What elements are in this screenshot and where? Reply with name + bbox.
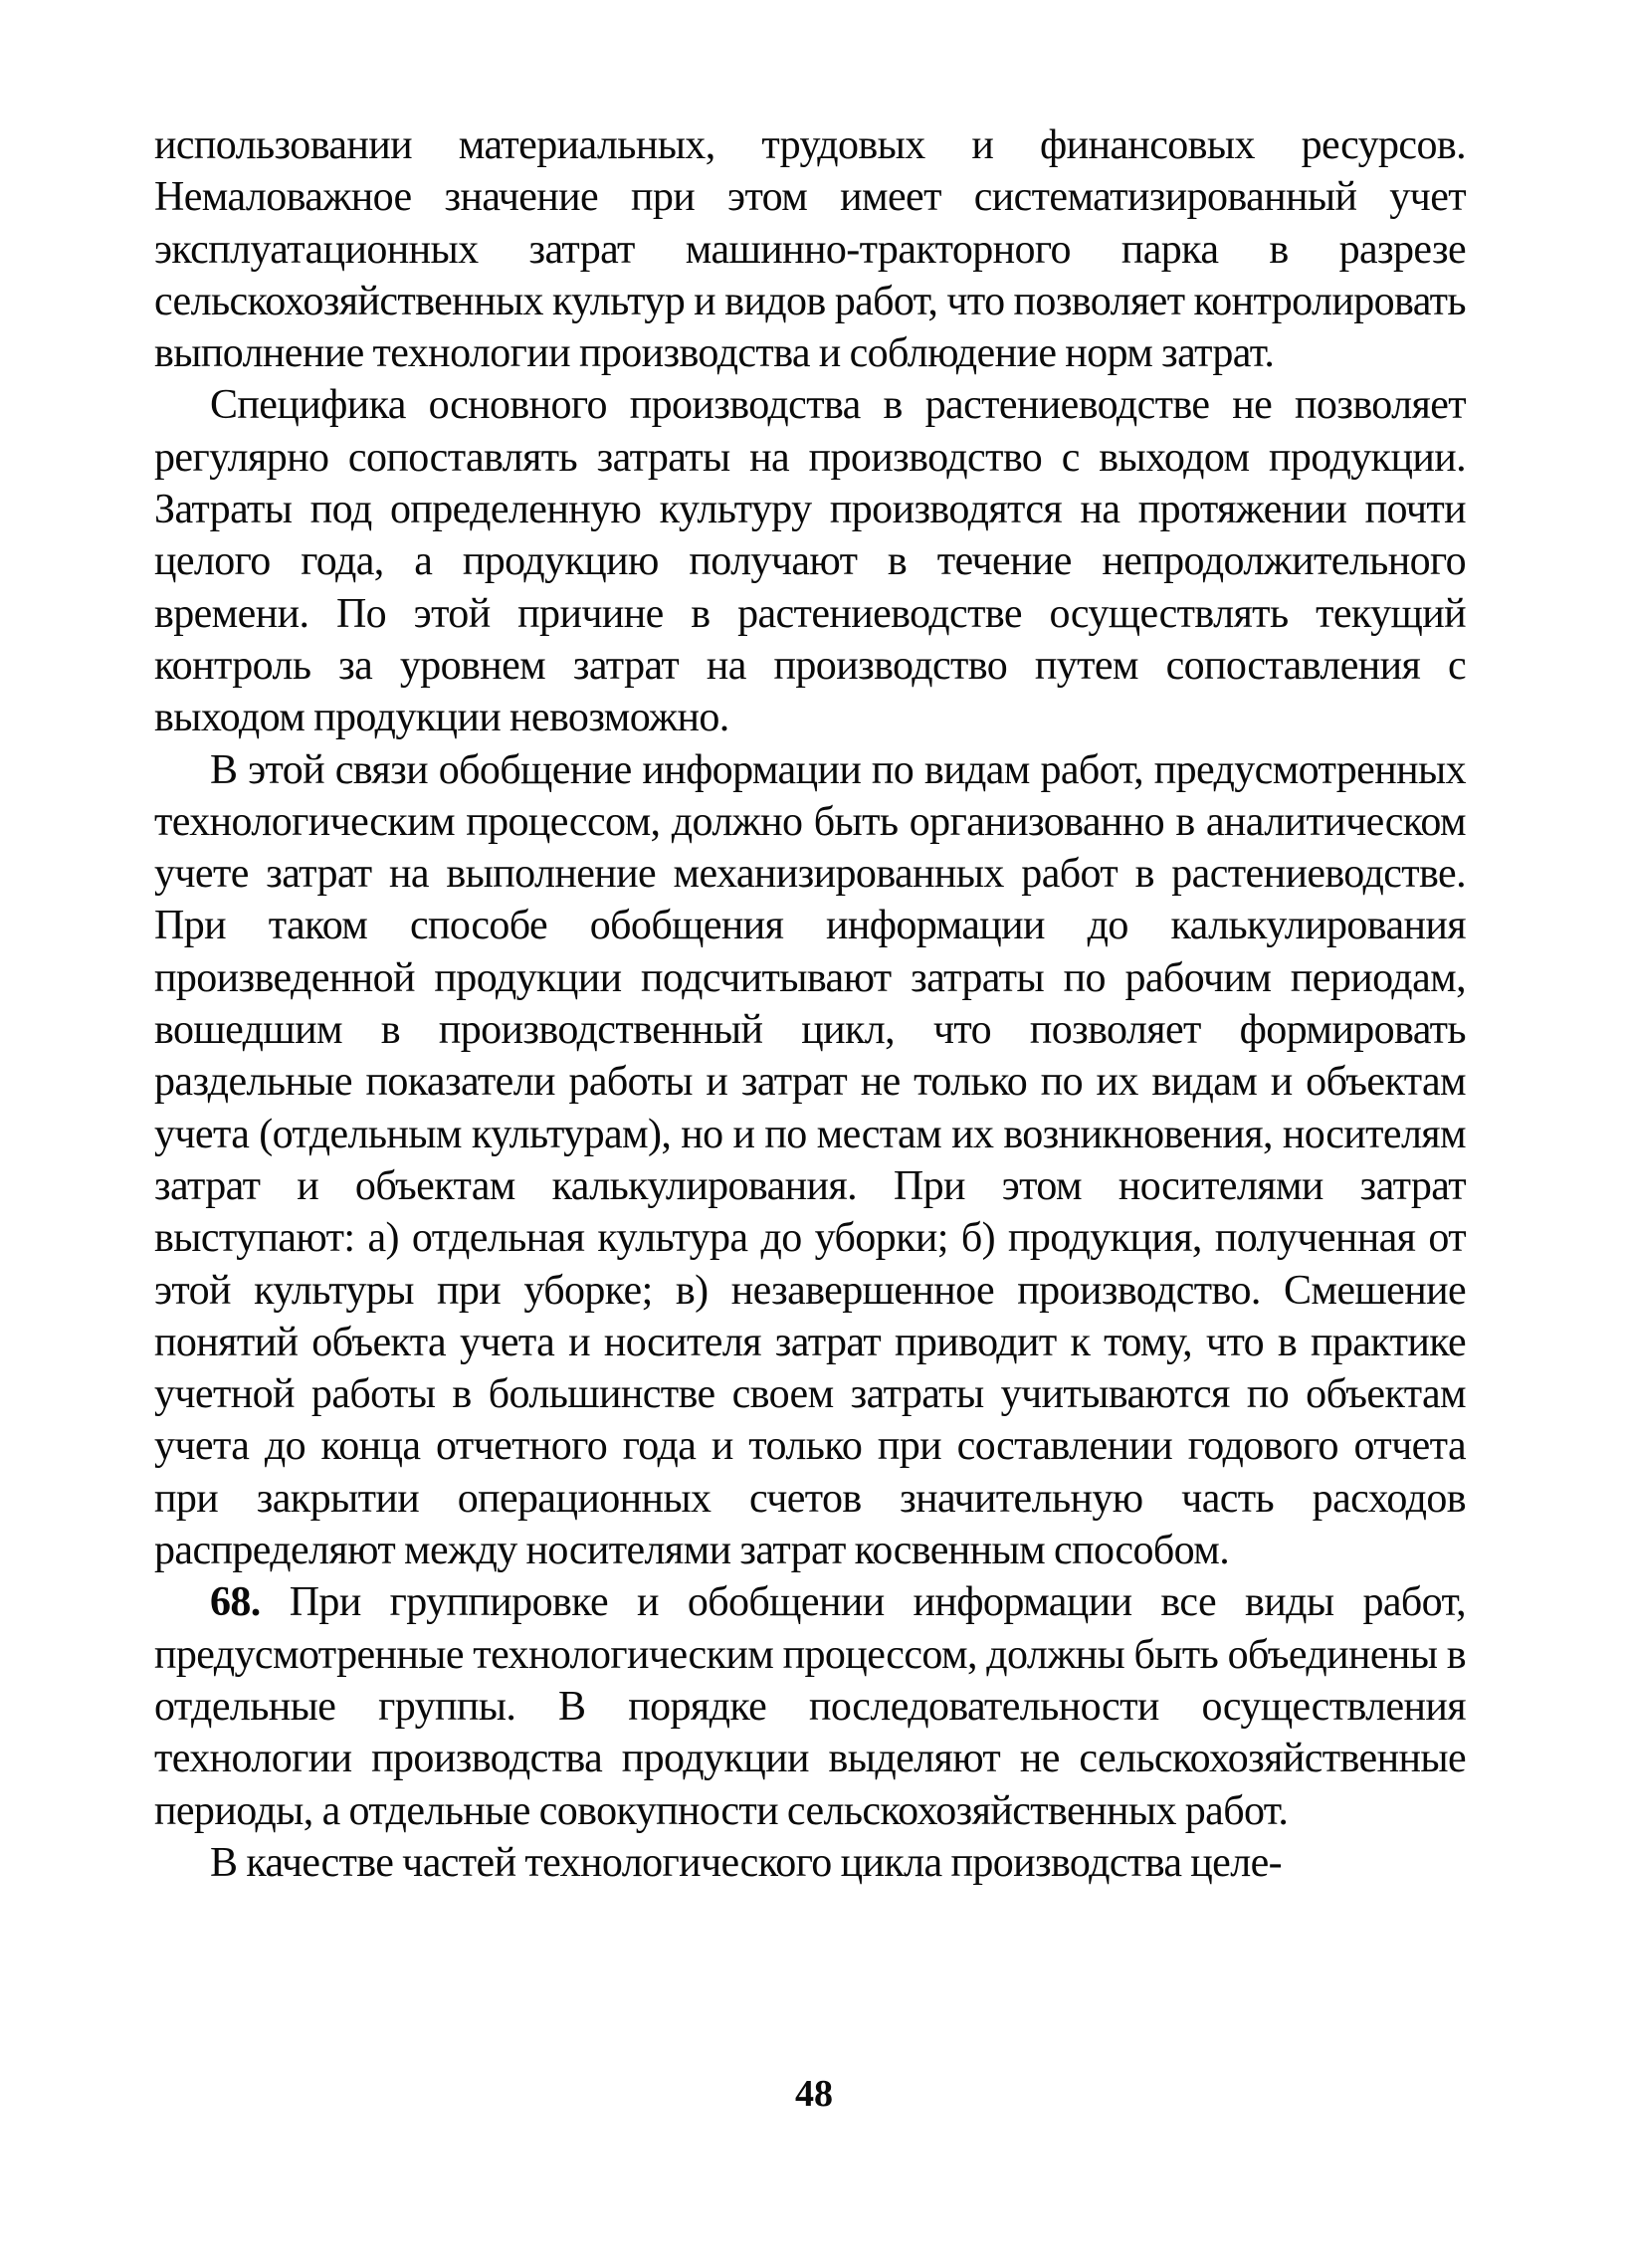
paragraph-3 [154,744,1466,1577]
paragraph-4 [154,1576,1466,1836]
paragraph-number: 68. [210,1579,261,1626]
paragraph-2 [154,379,1466,743]
paragraph-5 [154,1837,1466,1889]
paragraph-4-text: При группировке и обобщении информации все виды работ, предусмотренные технологическим процессом, должны быть объединены в отдельные группы. В порядке последовательности осуществления технологии производства продукции выделяют не сельскохозяйственные периоды, а отдельные совокупности сельскохозяйственных работ. [154,1579,1466,1834]
body-text [154,119,1466,1889]
page-number: 48 [795,2073,833,2115]
paragraph-1 [154,119,1466,379]
paragraph-2-text: Специфика основного производства в растениеводстве не позволяет регулярно сопоставлять затраты на производство с выходом продукции. Затраты под определенную культуру производятся на протяжении почти целого года, а продукцию получают в течение непродолжительного времени. По этой причине в растениеводстве осуществлять текущий контроль за уровнем затрат на производство путем сопоставления с выходом продукции невозможно. [154,382,1466,741]
paragraph-3-text: В этой связи обобщение информации по видам работ, предусмотренных технологическим процессом, должно быть организованно в аналитическом учете затрат на выполнение механизированных работ в растениеводстве. При таком способе обобщения информации до калькулирования произведенной продукции подсчитывают затраты по рабочим периодам, вошедшим в производственный цикл, что позволяет формировать раздельные показатели работы и затрат не только по их видам и объектам учета (отдельным культурам), но и по местам их возникновения, носителям затрат и объектам калькулирования. При этом носителями затрат выступают: а) отдельная культура до уборки; б) продукция, полученная от этой культуры при уборке; в) незавершенное производство. Смешение понятий объекта учета и носителя затрат приводит к тому, что в практике учетной работы в большинстве своем затраты учитываются по объектам учета до конца отчетного года и только при составлении годового отчета при закрытии операционных счетов значительную часть расходов распределяют между носителями затрат косвенным способом. [154,746,1466,1574]
paragraph-1-text: использовании материальных, трудовых и финансовых ресурсов. Немаловажное значение при этом имеет систематизированный учет эксплуатационных затрат машинно-тракторного парка в разрезе сельскохозяйственных культур и видов работ, что позволяет контролировать выполнение технологии производства и соблюдение норм затрат. [154,122,1466,377]
paragraph-5-text: В качестве частей технологического цикла производства целе- [210,1839,1283,1886]
